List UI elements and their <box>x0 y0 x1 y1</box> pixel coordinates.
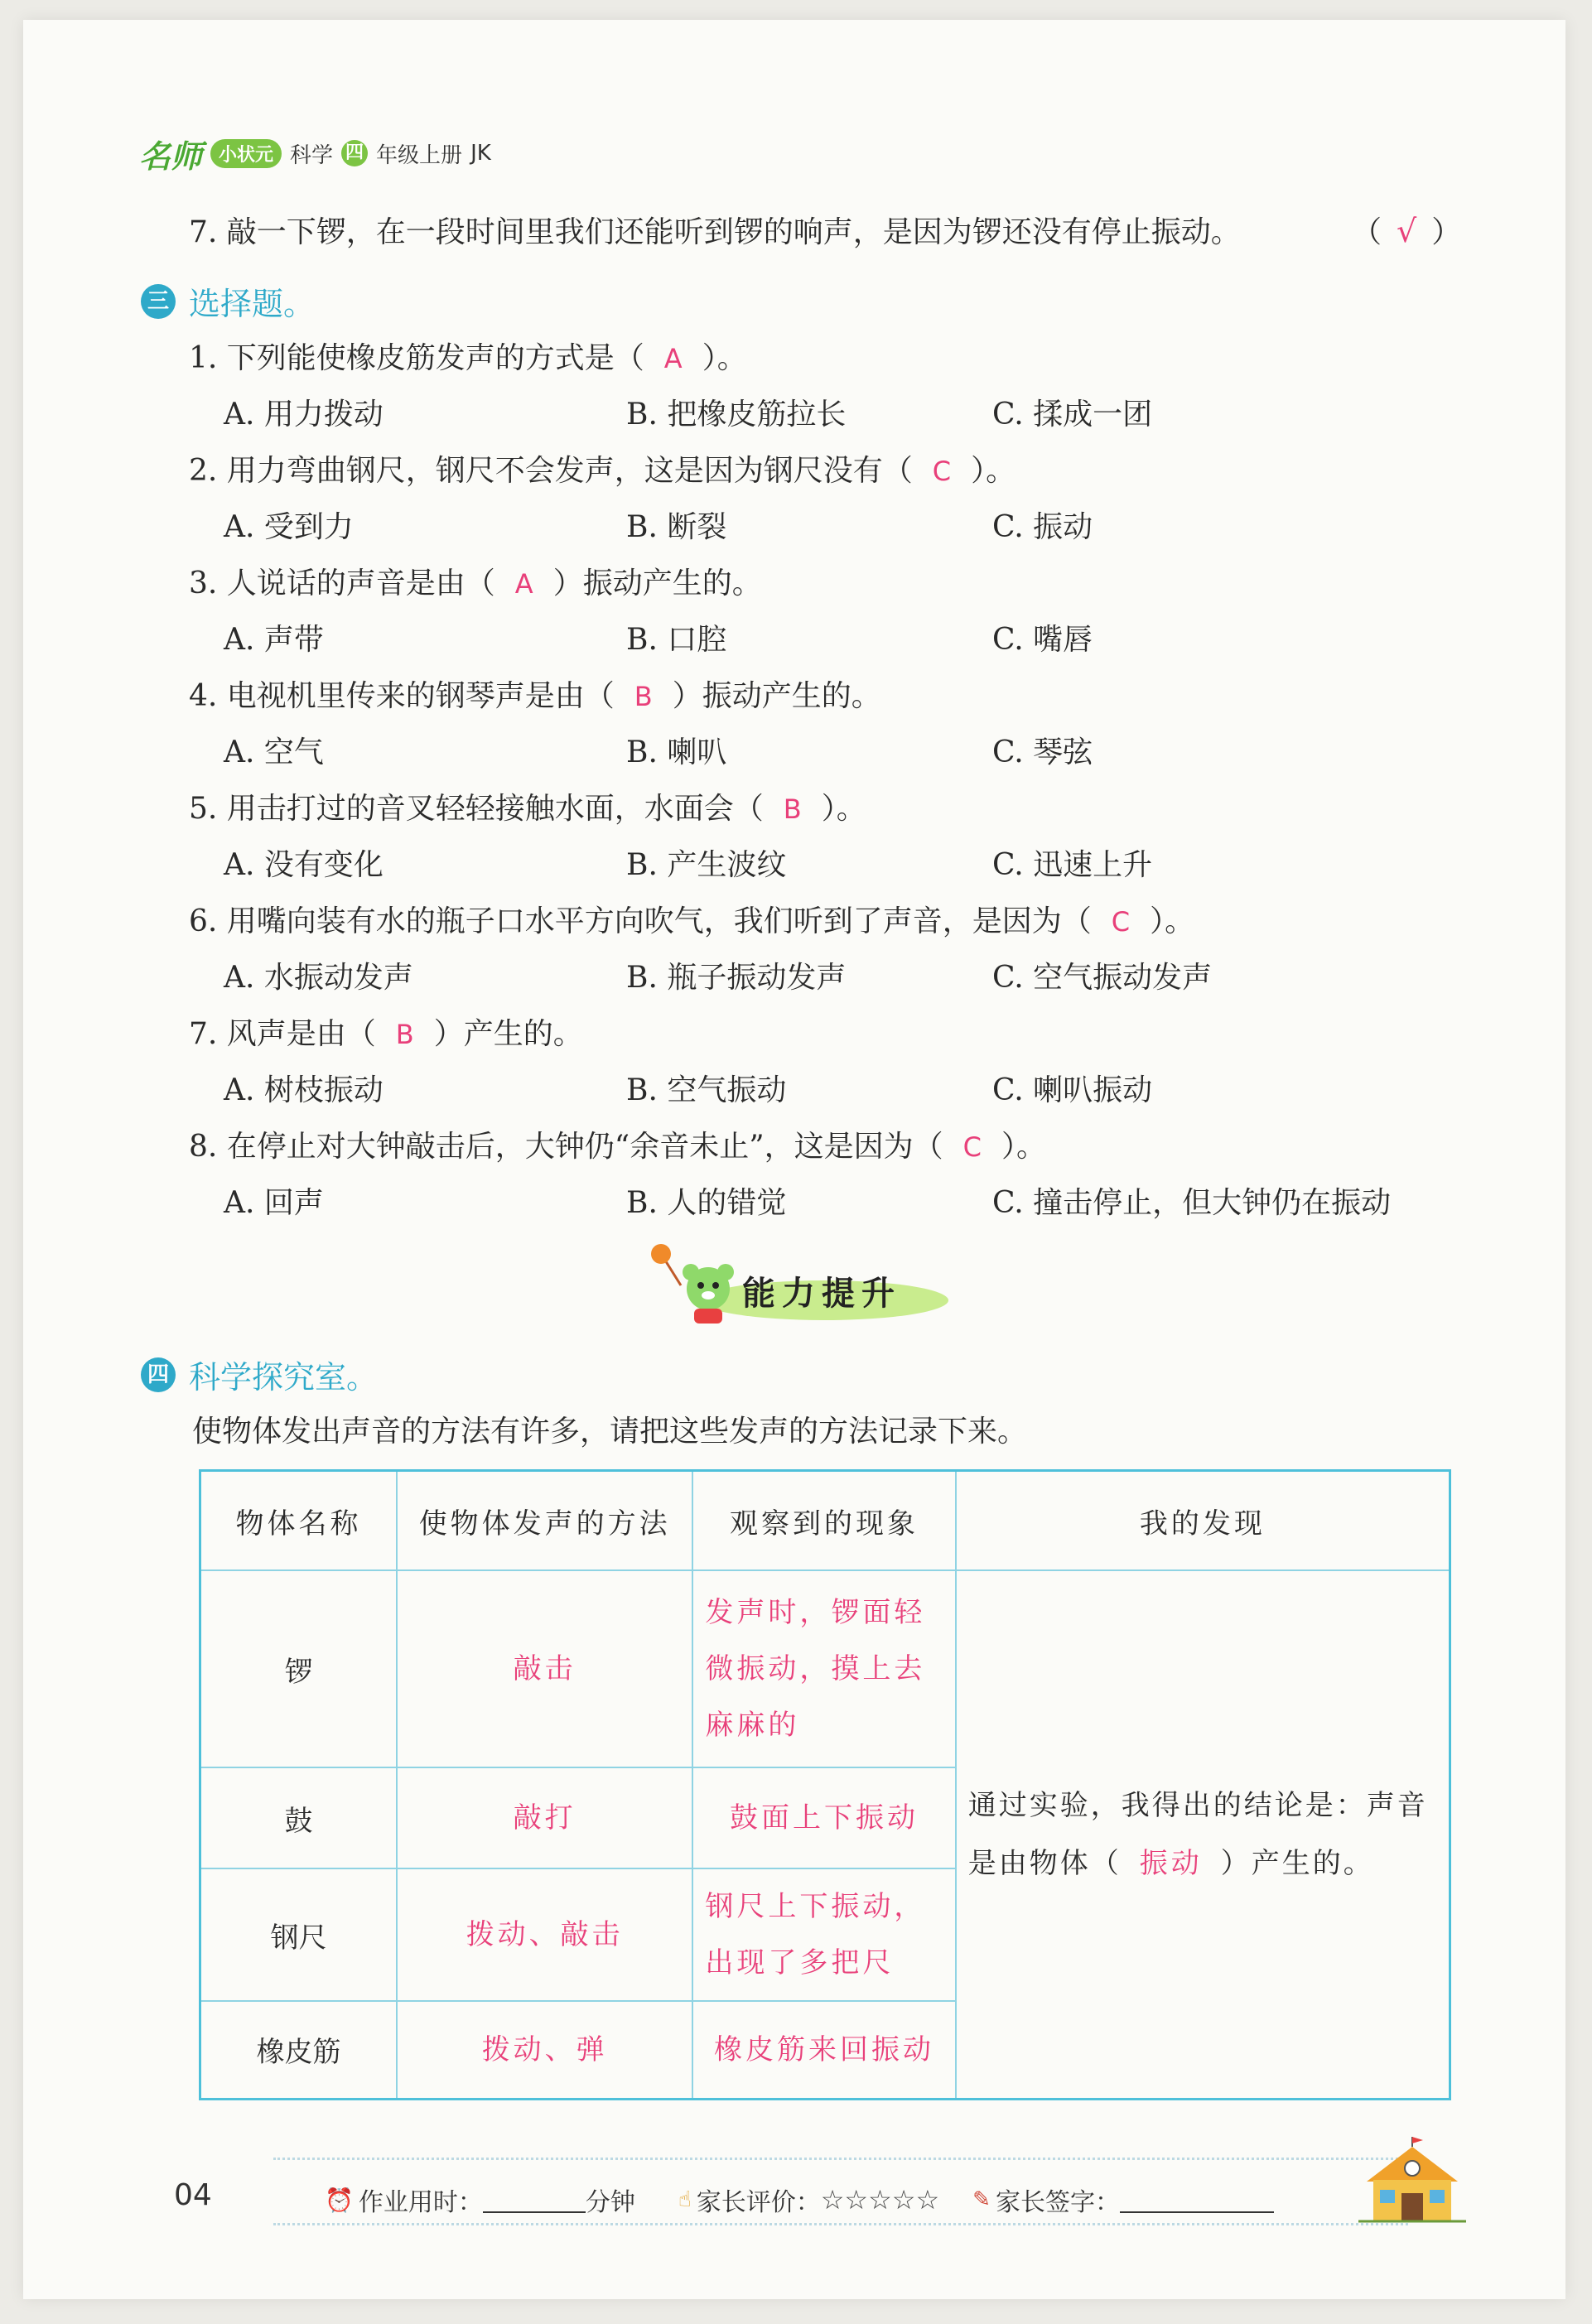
option-a: A. 水振动发声 <box>224 961 413 995</box>
ability-banner <box>646 1242 953 1325</box>
school-icon <box>1358 2135 1466 2230</box>
cell-phenomenon: 钢尺上下振动，出现了多把尺 <box>692 1868 955 2001</box>
finding-answer: 振动 <box>1139 1846 1203 1880</box>
thumb-icon: ☝ <box>678 2187 692 2212</box>
brand-pill: 小状元 <box>210 139 282 168</box>
option-c: C. 空气振动发声 <box>992 961 1213 995</box>
option-b: B. 喇叭 <box>626 735 727 769</box>
check-mark: √ <box>1397 213 1417 249</box>
subject-label: 科学 <box>290 142 334 168</box>
section-4-title: 四 科学探究室。 <box>141 1352 378 1397</box>
option-b: B. 口腔 <box>626 623 727 657</box>
header-finding: 我的发现 <box>956 1471 1450 1571</box>
answer-letter: B <box>783 793 802 825</box>
question-stem: 2. 用力弯曲钢尺，钢尺不会发声，这是因为钢尺没有（ C ）。 <box>189 454 1016 488</box>
cell-phenomenon: 鼓面上下振动 <box>692 1767 955 1868</box>
judgement-answer: （ √ ） <box>1352 213 1462 249</box>
option-b: B. 空气振动 <box>626 1073 787 1107</box>
cell-object: 鼓 <box>200 1767 398 1868</box>
answer-letter: A <box>663 343 683 374</box>
sign-label: 家长签字： <box>995 2188 1120 2217</box>
section-4-intro: 使物体发出声音的方法有许多，请把这些发声的方法记录下来。 <box>192 1415 1028 1449</box>
cell-object: 钢尺 <box>200 1868 398 2001</box>
experiment-table <box>199 1469 1451 2100</box>
question-stem: 1. 下列能使橡皮筋发声的方式是（ A ）。 <box>189 341 747 375</box>
question-stem: 8. 在停止对大钟敲击后，大钟仍“余音未止”，这是因为（ C ）。 <box>189 1130 1046 1164</box>
option-c: C. 嘴唇 <box>992 623 1093 657</box>
table-row <box>200 1570 1450 1767</box>
header-phenomenon: 观察到的现象 <box>692 1471 955 1571</box>
section-3-badge: 三 <box>141 284 176 319</box>
option-a: A. 声带 <box>224 623 324 657</box>
option-a: A. 没有变化 <box>224 848 384 882</box>
cell-method: 敲打 <box>397 1767 692 1868</box>
time-unit: 分钟 <box>585 2188 635 2217</box>
section-3-title: 三 选择题。 <box>141 278 315 324</box>
answer-letter: C <box>1111 906 1131 938</box>
header-object: 物体名称 <box>200 1471 398 1571</box>
option-a: A. 树枝振动 <box>224 1073 384 1107</box>
answer-letter: C <box>932 456 952 487</box>
answer-letter: B <box>395 1019 414 1050</box>
cell-finding: 通过实验，我得出的结论是：声音是由物体（ 振动 ）产生的。 <box>956 1570 1450 2099</box>
option-c: C. 振动 <box>992 510 1093 544</box>
page-header <box>139 133 491 174</box>
option-c: C. 撞击停止，但大钟仍在振动 <box>992 1186 1392 1220</box>
option-c: C. 迅速上升 <box>992 848 1153 882</box>
cell-method: 拨动、敲击 <box>397 1868 692 2001</box>
grade-badge: 四 <box>341 140 368 166</box>
option-b: B. 断裂 <box>626 510 727 544</box>
edition-label: JK <box>470 141 491 166</box>
header-method: 使物体发声的方法 <box>397 1471 692 1571</box>
option-a: A. 回声 <box>224 1186 324 1220</box>
option-c: C. 喇叭振动 <box>992 1073 1153 1107</box>
page-number: 04 <box>174 2178 212 2212</box>
grade-text: 年级上册 <box>376 142 463 168</box>
brand-logo: 名师 <box>139 137 203 175</box>
question-stem: 4. 电视机里传来的钢琴声是由（ B ）振动产生的。 <box>189 679 881 713</box>
sign-blank[interactable] <box>1120 2187 1274 2213</box>
cell-method: 拨动、弹 <box>397 2001 692 2099</box>
time-label: 作业用时： <box>358 2188 483 2217</box>
answer-letter: B <box>634 681 653 712</box>
pen-icon: ✎ <box>972 2187 991 2212</box>
clock-icon: ⏰ <box>325 2186 354 2214</box>
option-c: C. 揉成一团 <box>992 398 1153 432</box>
cell-phenomenon: 发声时，锣面轻微振动，摸上去麻麻的 <box>692 1570 955 1767</box>
option-a: A. 用力拨动 <box>224 398 384 432</box>
footer-fields <box>325 2182 1274 2218</box>
question-stem: 5. 用击打过的音叉轻轻接触水面，水面会（ B ）。 <box>189 792 866 826</box>
cell-object: 橡皮筋 <box>200 2001 398 2099</box>
section-4-badge: 四 <box>141 1357 176 1392</box>
option-a: A. 空气 <box>224 735 324 769</box>
option-b: B. 瓶子振动发声 <box>626 961 847 995</box>
option-b: B. 把橡皮筋拉长 <box>626 398 847 432</box>
rating-stars[interactable]: ☆☆☆☆☆ <box>820 2184 940 2216</box>
question-stem: 7. 风声是由（ B ）产生的。 <box>189 1017 583 1051</box>
option-a: A. 受到力 <box>224 510 354 544</box>
banner-title: 能力提升 <box>742 1275 901 1313</box>
judgement-item-7: 7. 敲一下锣，在一段时间里我们还能听到锣的响声，是因为锣还没有停止振动。 <box>189 215 1241 249</box>
answer-letter: A <box>514 568 533 600</box>
option-c: C. 琴弦 <box>992 735 1093 769</box>
cell-phenomenon: 橡皮筋来回振动 <box>692 2001 955 2099</box>
rating-label: 家长评价： <box>696 2188 821 2217</box>
time-blank[interactable] <box>483 2187 586 2213</box>
option-b: B. 人的错觉 <box>626 1186 787 1220</box>
table-header-row <box>200 1471 1450 1571</box>
cell-method: 敲击 <box>397 1570 692 1767</box>
cell-object: 锣 <box>200 1570 398 1767</box>
answer-letter: C <box>962 1131 982 1163</box>
option-b: B. 产生波纹 <box>626 848 787 882</box>
question-stem: 3. 人说话的声音是由（ A ）振动产生的。 <box>189 567 762 600</box>
question-stem: 6. 用嘴向装有水的瓶子口水平方向吹气，我们听到了声音，是因为（ C ）。 <box>189 904 1195 938</box>
